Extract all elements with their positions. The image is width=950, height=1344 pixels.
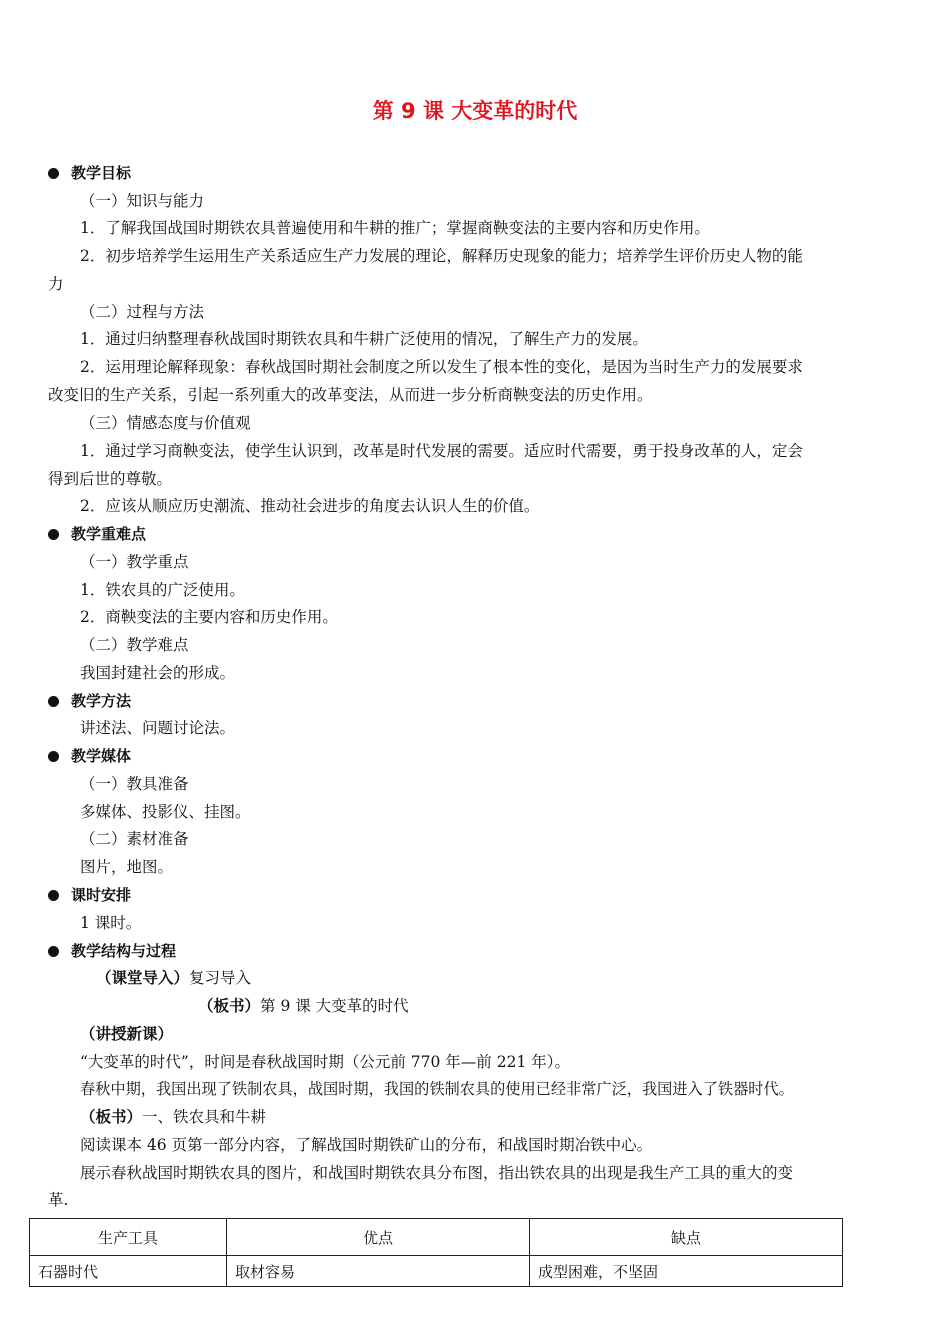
text-line: 展示春秋战国时期铁农具的图片，和战国时期铁农具分布图，指出铁农具的出现是我生产工具的重大的变 (80, 1164, 794, 1182)
section-heading: 课时安排 (48, 885, 131, 905)
table-cell: 成型困难，不坚固 (530, 1256, 843, 1287)
text-line: （板书）一、铁农具和牛耕 (80, 1107, 267, 1126)
subsection-heading: （二）过程与方法 (80, 303, 205, 321)
subsection-heading: （一）教学重点 (80, 553, 189, 571)
text-line: 春秋中期，我国出现了铁制农具，战国时期，我国的铁制农具的使用已经非常广泛，我国进入了铁器时代。 (80, 1080, 794, 1098)
bullet-icon (48, 696, 59, 707)
text-line: 2．应该从顺应历史潮流、推动社会进步的角度去认识人生的价值。 (80, 497, 540, 515)
label-bold: （板书） (80, 1107, 143, 1126)
table-header-cell: 缺点 (530, 1219, 843, 1256)
text-line: 讲述法、问题讨论法。 (80, 719, 236, 737)
text-line: （课堂导入）复习导入 (96, 968, 252, 987)
text-line: 改变旧的生产关系，引起一系列重大的改革变法，从而进一步分析商鞅变法的历史作用。 (48, 386, 653, 404)
text-line: 1．了解我国战国时期铁农具普遍使用和牛耕的推广；掌握商鞅变法的主要内容和历史作用。 (80, 219, 710, 237)
section-heading: 教学方法 (48, 691, 131, 711)
subsection-heading: （二）教学难点 (80, 636, 189, 654)
text-line: 图片，地图。 (80, 858, 174, 876)
text-line: 2．初步培养学生运用生产关系适应生产力发展的理论，解释历史现象的能力；培养学生评价历史人物的能 (80, 247, 803, 265)
subsection-heading: （一）知识与能力 (80, 192, 205, 210)
table-header-cell: 优点 (227, 1219, 530, 1256)
text-line: 1．通过学习商鞅变法，使学生认识到，改革是时代发展的需要。适应时代需要，勇于投身改革的人，定会 (80, 442, 803, 460)
text-line: 1 课时。 (80, 914, 142, 932)
section-heading: 教学目标 (48, 163, 131, 183)
text-line: 阅读课本 46 页第一部分内容，了解战国时期铁矿山的分布，和战国时期冶铁中心。 (80, 1136, 653, 1154)
text-line: （板书）第 9 课 大变革的时代 (198, 996, 409, 1015)
table-cell: 取材容易 (227, 1256, 530, 1287)
bullet-icon (48, 946, 59, 957)
section-heading: 教学重难点 (48, 524, 146, 544)
table-header-row (30, 1219, 843, 1256)
subsection-heading: （一）教具准备 (80, 775, 189, 793)
text-line: 革. (48, 1191, 69, 1209)
label-bold: （讲授新课） (80, 1024, 174, 1043)
bullet-icon (48, 529, 59, 540)
text-line: 力 (48, 275, 64, 293)
text-line: 多媒体、投影仪、挂图。 (80, 803, 251, 821)
bullet-icon (48, 751, 59, 762)
text-line: 2．商鞅变法的主要内容和历史作用。 (80, 608, 338, 626)
table-cell: 石器时代 (30, 1256, 227, 1287)
subsection-heading: （三）情感态度与价值观 (80, 414, 251, 432)
text-line: 1．通过归纳整理春秋战国时期铁农具和牛耕广泛使用的情况，了解生产力的发展。 (80, 330, 648, 348)
section-heading: 教学结构与过程 (48, 941, 176, 961)
subsection-heading: （二）素材准备 (80, 830, 189, 848)
text-line: 1．铁农具的广泛使用。 (80, 581, 245, 599)
bullet-icon (48, 168, 59, 179)
text-line: 得到后世的尊敬。 (48, 470, 173, 488)
label-bold: （课堂导入） (96, 968, 190, 987)
comparison-table (29, 1218, 843, 1287)
page-title: 第 9 课 大变革的时代 (372, 99, 578, 123)
label-bold: （板书） (198, 996, 261, 1015)
table-header-cell: 生产工具 (30, 1219, 227, 1256)
text-line: 我国封建社会的形成。 (80, 664, 236, 682)
text-line: “大变革的时代”，时间是春秋战国时期（公元前 770 年—前 221 年）。 (80, 1053, 570, 1071)
text-line: 2．运用理论解释现象：春秋战国时期社会制度之所以发生了根本性的变化，是因为当时生产力的发展要求 (80, 358, 803, 376)
table-row (30, 1256, 843, 1287)
bullet-icon (48, 890, 59, 901)
section-heading: 教学媒体 (48, 746, 131, 766)
